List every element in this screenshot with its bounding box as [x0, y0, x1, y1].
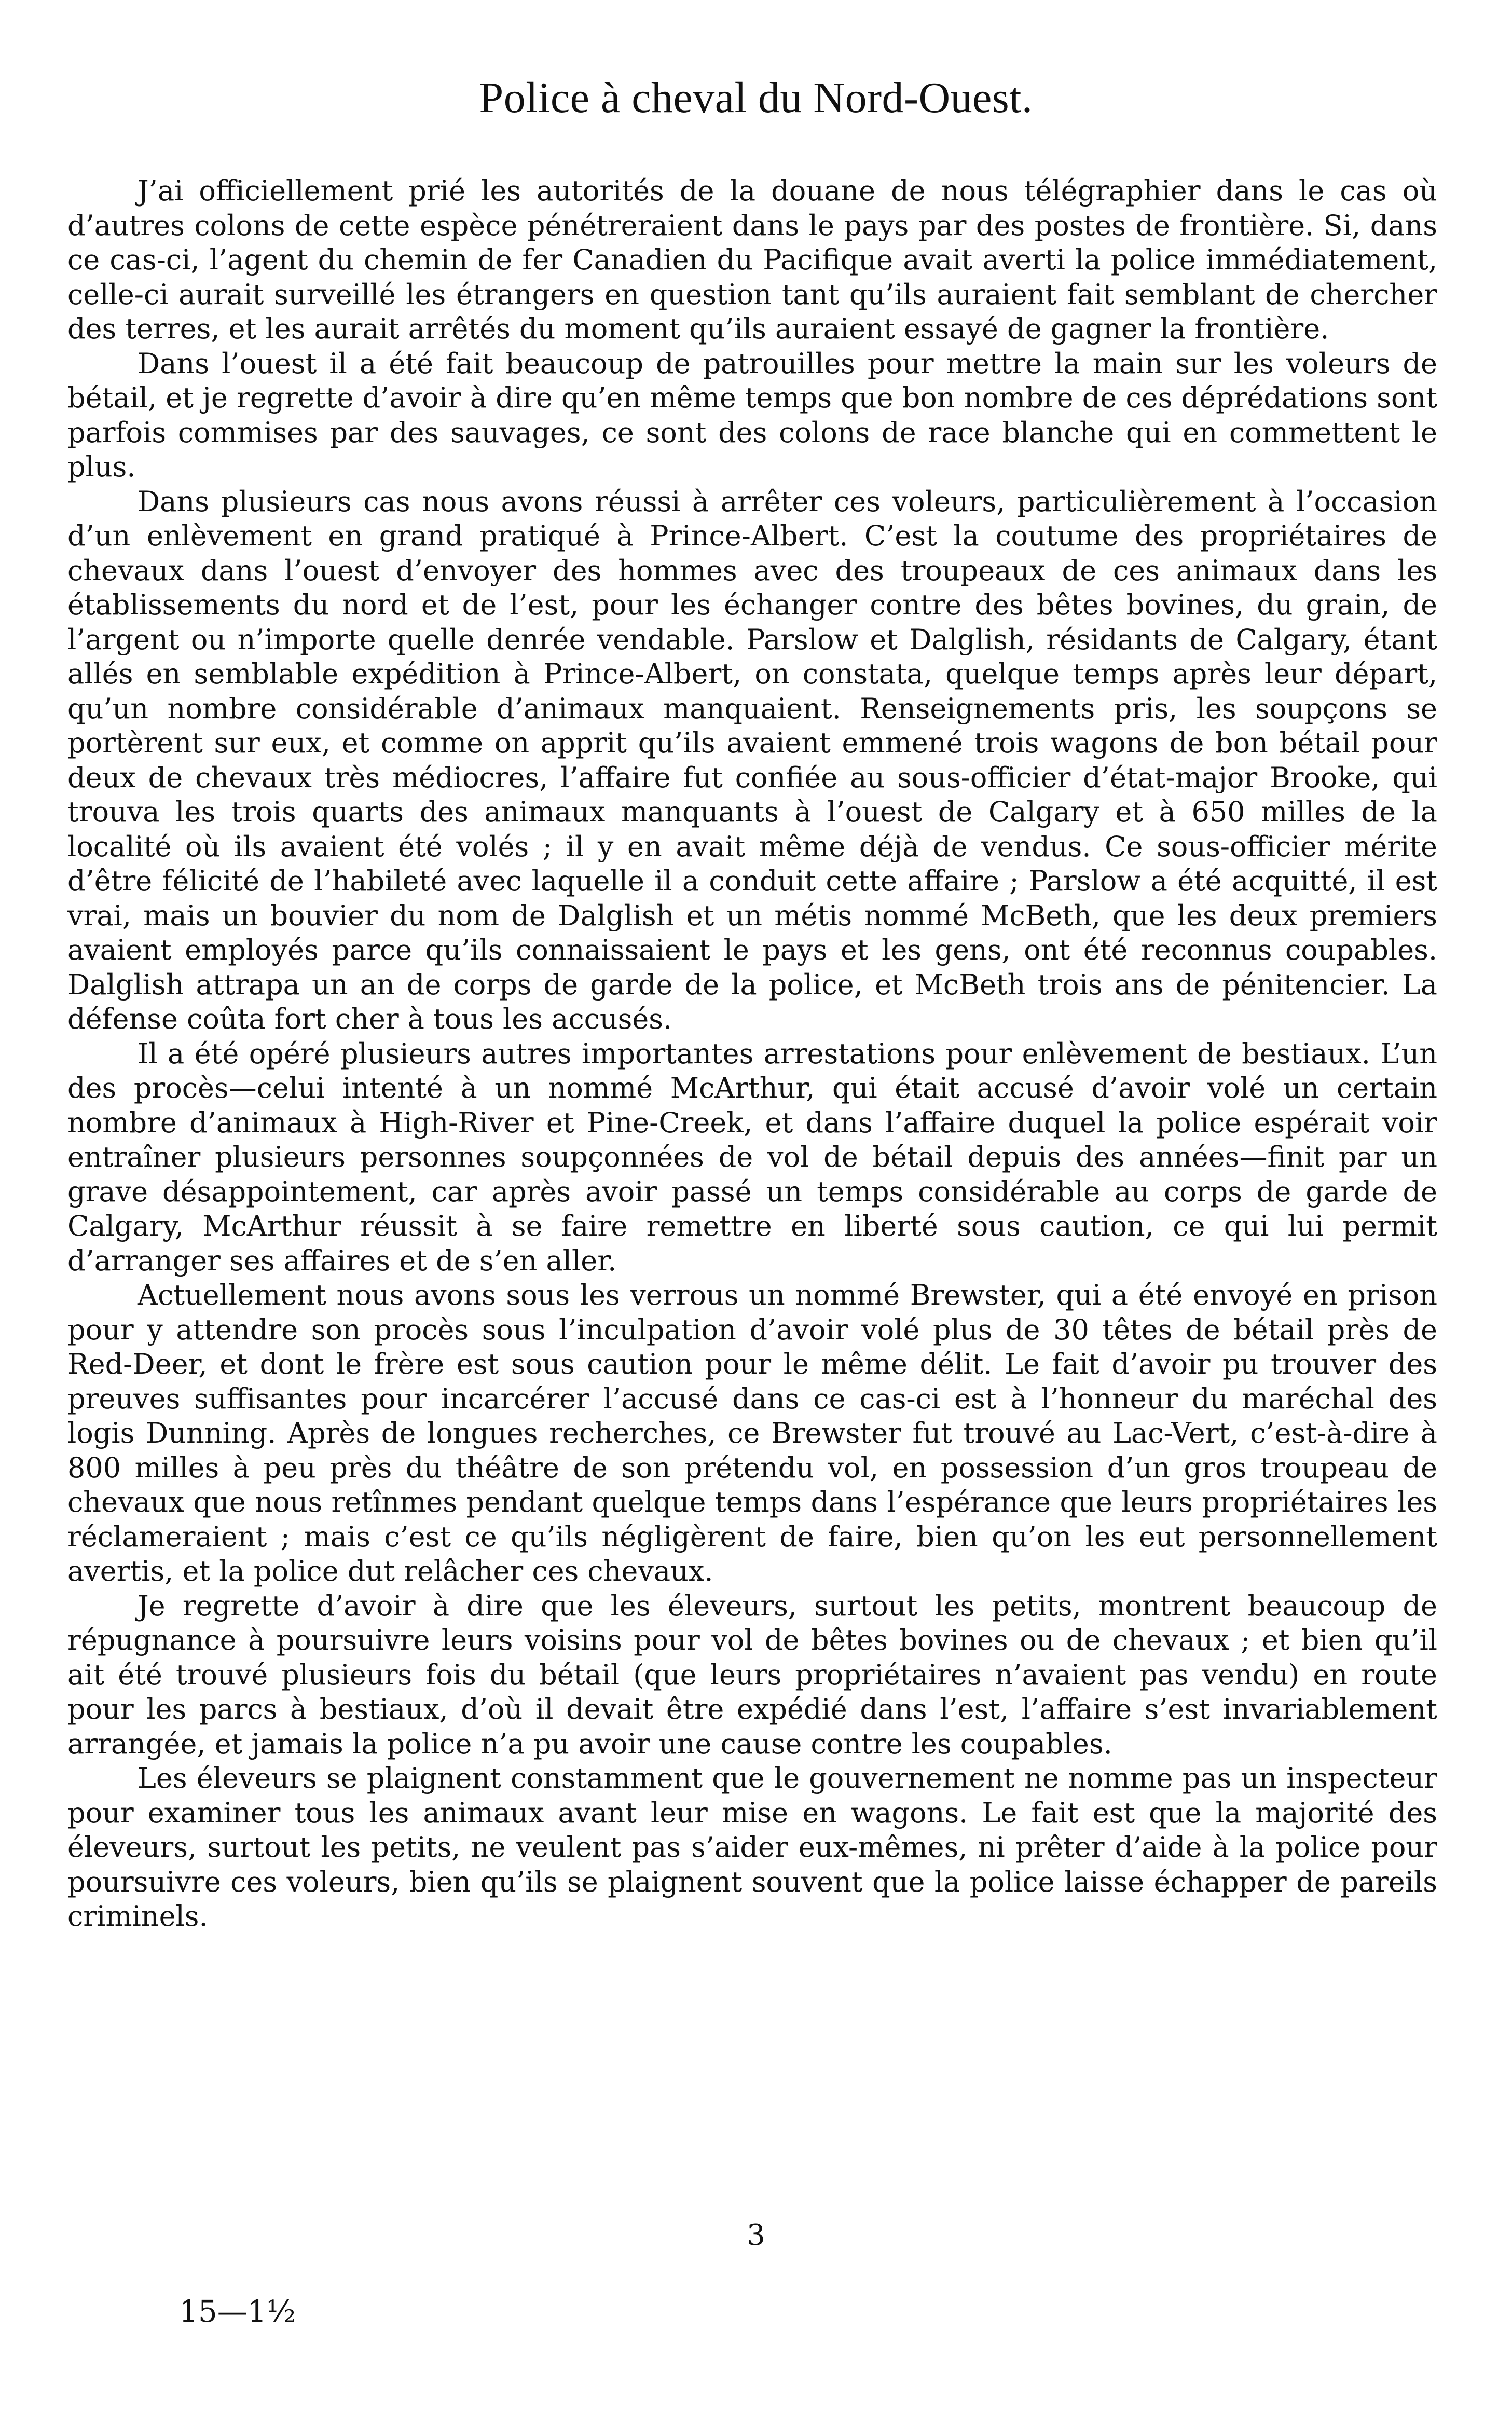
page-number: 3: [747, 2218, 765, 2252]
paragraph: Dans plusieurs cas nous avons réussi à arrêter ces voleurs, particulièrement à l’occasion d’un enlèvement en grand pratiqué à Prince-Albert. C’est la coutume des propriétaires de chevaux dans l’ouest d’envoyer des hommes avec des troupeaux de ces animaux dans les établissements du nord et de l’est, pour les échanger contre des bêtes bovines, du grain, de l’argent ou n’importe quelle denrée vendable. Parslow et Dalglish, résidants de Calgary, étant allés en semblable expédition à Prince-Albert, on constata, quelque temps après leur départ, qu’un nombre considérable d’animaux manquaient. Renseignements pris, les soupçons se portèrent sur eux, et comme on apprit qu’ils avaient emmené trois wagons de bon bétail pour deux de chevaux très médiocres, l’affaire fut confiée au sous-officier d’état-major Brooke, qui trouva les trois quarts des animaux manquants à l’ouest de Calgary et à 650 milles de la localité où ils avaient été volés ; il y en avait même déjà de vendus. Ce sous-officier mérite d’être félicité de l’habileté avec laquelle il a conduit cette affaire ; Parslow a été acquitté, il est vrai, mais un bouvier du nom de Dalglish et un métis nommé McBeth, que les deux premiers avaient employés parce qu’ils connaissaient le pays et les gens, ont été reconnus coupables. Dalglish attrapa un an de corps de garde de la police, et McBeth trois ans de pénitencier. La défense coûta fort cher à tous les accusés.: [67, 485, 1437, 1035]
paragraph: Les éleveurs se plaignent constamment que le gouvernement ne nomme pas un inspecteur pour examiner tous les animaux avant leur mise en wagons. Le fait est que la majorité des éleveurs, surtout les petits, ne veulent pas s’aider eux-mêmes, ni prêter d’aide à la police pour poursuivre ces voleurs, bien qu’ils se plaignent souvent que la police laisse échapper de pareils criminels.: [67, 1762, 1437, 1933]
page-header: Police à cheval du Nord-Ouest.: [479, 74, 1033, 122]
paragraph: Dans l’ouest il a été fait beaucoup de patrouilles pour mettre la main sur les voleurs de bétail, et je regrette d’avoir à dire qu’en même temps que bon nombre de ces déprédations sont parfois commises par des sauvages, ce sont des colons de race blanche qui en commettent le plus.: [67, 347, 1437, 483]
paragraph: Actuellement nous avons sous les verrous un nommé Brewster, qui a été envoyé en prison pour y attendre son procès sous l’inculpation d’avoir volé plus de 30 têtes de bétail près de Red-Deer, et dont le frère est sous caution pour le même délit. Le fait d’avoir pu trouver des preuves suffisantes pour incarcérer l’accusé dans ce cas-ci est à l’honneur du maréchal des logis Dunning. Après de longues recherches, ce Brewster fut trouvé au Lac-Vert, c’est-à-dire à 800 milles à peu près du théâtre de son prétendu vol, en possession d’un gros troupeau de chevaux que nous retînmes pendant quelque temps dans l’espérance que leurs propriétaires les réclameraient ; mais c’est ce qu’ils négligèrent de faire, bien qu’on les eut personnellement avertis, et la police dut relâcher ces chevaux.: [67, 1279, 1437, 1587]
paragraph: Il a été opéré plusieurs autres importantes arrestations pour enlèvement de bestiaux. L’un des procès—celui intenté à un nommé McArthur, qui était accusé d’avoir volé un certain nombre d’animaux à High-River et Pine-Creek, et dans l’affaire duquel la police espérait voir entraîner plusieurs personnes soupçonnées de vol de bétail depuis des années—finit par un grave désappointement, car après avoir passé un temps considérable au corps de garde de Calgary, McArthur réussit à se faire remettre en liberté sous caution, ce qui lui permit d’arranger ses affaires et de s’en aller.: [67, 1037, 1437, 1277]
body-text: [67, 174, 1437, 1934]
paragraph: J’ai officiellement prié les autorités de la douane de nous télégraphier dans le cas où d’autres colons de cette espèce pénétreraient dans le pays par des postes de frontière. Si, dans ce cas-ci, l’agent du chemin de fer Canadien du Pacifique avait averti la police immédiatement, celle-ci aurait surveillé les étrangers en question tant qu’ils auraient fait semblant de chercher des terres, et les aurait arrêtés du moment qu’ils auraient essayé de gagner la frontière.: [67, 174, 1437, 345]
signature-mark: 15—1½: [179, 2294, 296, 2329]
paragraph: Je regrette d’avoir à dire que les éleveurs, surtout les petits, montrent beaucoup de répugnance à poursuivre leurs voisins pour vol de bêtes bovines ou de chevaux ; et bien qu’il ait été trouvé plusieurs fois du bétail (que leurs propriétaires n’avaient pas vendu) en route pour les parcs à bestiaux, d’où il devait être expédié dans l’est, l’affaire s’est invariablement arrangée, et jamais la police n’a pu avoir une cause contre les coupables.: [67, 1589, 1437, 1760]
